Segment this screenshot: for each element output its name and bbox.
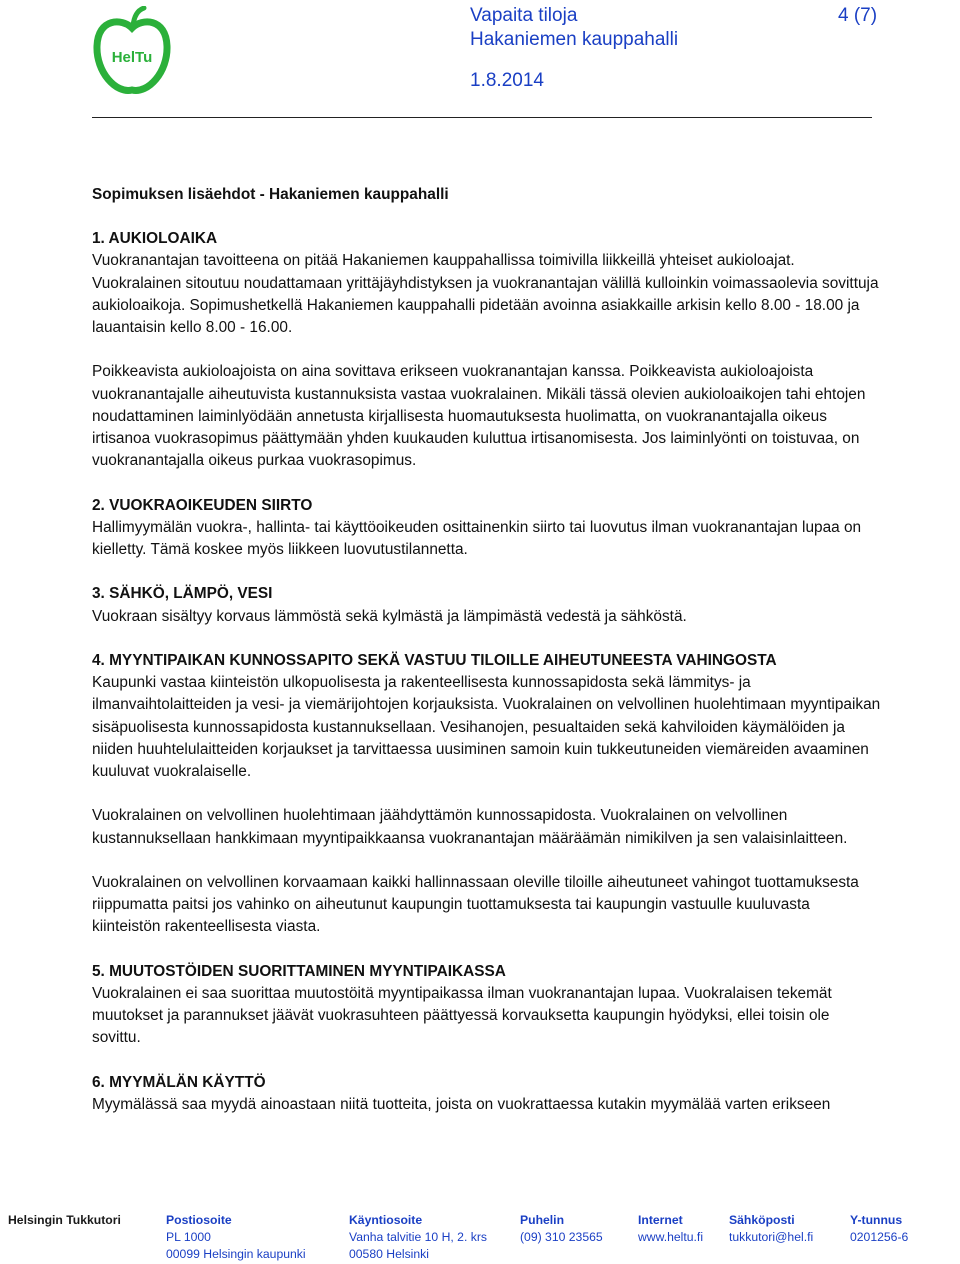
footer-phone: (09) 310 23565 <box>520 1230 603 1244</box>
section-paragraph: Poikkeavista aukioloajoista on aina sovittava erikseen vuokranantajan kanssa. Poikkeavista aukioloajoista vuokranantajalle aiheutuvista kustannuksista vastaa vuokralainen. Mikäli tässä olevien aukioloaikojen tahi ehtojen noudattaminen laiminlyödään annetusta kirjallisesta huomautuksesta huolimatta, on vuokranantajalla oikeus irtisanoa vuokrasopimus päättymään yhden kuukauden kuluttua irtisanomisesta. Jos laiminlyönti on toistuvaa, on vuokranantajalla oikeus purkaa vuokrasopimus. <box>92 363 866 470</box>
section-heading: 1. AUKIOLOAIKA <box>92 230 218 248</box>
header-divider <box>92 117 872 118</box>
section-paragraph: Vuokranantajan tavoitteena on pitää Hakaniemen kauppahallissa toimivilla liikkeillä yhteiset aukioloajat. Vuokralainen sitoutuu noudattamaan yrittäjäyhdistyksen ja vuokranantajan välillä kulloinkin voimassaolevia sovittuja aukioloaikoja. Sopimushetkellä Hakaniemen kauppahalli pidetään avoinna asiakkaille arkisin kello 8.00 - 18.00 ja lauantaisin kello 8.00 - 16.00. <box>92 252 879 337</box>
footer-postal-label: Postiosoite <box>166 1213 232 1227</box>
section-heading: 4. MYYNTIPAIKAN KUNNOSSAPITO SEKÄ VASTUU TILOILLE AIHEUTUNEESTA VAHINGOSTA <box>92 652 777 669</box>
footer-phone-label: Puhelin <box>520 1213 565 1227</box>
section-heading: 2. VUOKRAOIKEUDEN SIIRTO <box>92 496 313 514</box>
logo-text: HelTu <box>111 49 153 66</box>
footer-web-link[interactable]: www.heltu.fi <box>638 1230 704 1244</box>
section-heading: 5. MUUTOSTÖIDEN SUORITTAMINEN MYYNTIPAIKASSA <box>92 962 506 980</box>
section-heading: 3. SÄHKÖ, LÄMPÖ, VESI <box>92 585 273 603</box>
header-date: 1.8.2014 <box>470 70 544 91</box>
heltu-logo <box>92 6 172 96</box>
footer-email-link[interactable]: tukkutori@hel.fi <box>729 1230 814 1244</box>
page-number: 4 (7) <box>838 5 878 26</box>
header-subtitle: Hakaniemen kauppahalli <box>470 29 679 50</box>
section-heading: 6. MYYMÄLÄN KÄYTTÖ <box>92 1073 266 1091</box>
section-paragraph: Vuokraan sisältyy korvaus lämmöstä sekä kylmästä ja lämpimästä vedestä ja sähköstä. <box>92 607 687 625</box>
section-paragraph: Hallimyymälän vuokra-, hallinta- tai käyttöoikeuden osittainenkin siirto tai luovutus ilman vuokranantajan lupaa on kielletty. Tämä koskee myös liikkeen luovutustilannetta. <box>92 518 862 559</box>
header-title: Vapaita tiloja <box>470 5 578 26</box>
section-paragraph: Vuokralainen ei saa suorittaa muutostöitä myyntipaikassa ilman vuokranantajan lupaa. Vuokralaisen tekemät muutokset ja parannukset jäävät vuokrasuhteen päättyessä korvauksetta kaupungin hyödyksi, ellei toisin ole sovittu. <box>92 985 832 1047</box>
document-title: Sopimuksen lisäehdot - Hakaniemen kauppahalli <box>92 186 449 203</box>
footer-postal-line2: 00099 Helsingin kaupunki <box>166 1247 306 1261</box>
footer-visit-line1: Vanha talvitie 10 H, 2. krs <box>349 1230 487 1244</box>
section-paragraph: Myymälässä saa myydä ainoastaan niitä tuotteita, joista on vuokrattaessa kutakin myymälää varten erikseen <box>92 1096 831 1113</box>
document-body <box>92 184 882 1116</box>
footer-web-label: Internet <box>638 1213 683 1227</box>
footer-ytunnus-label: Y-tunnus <box>850 1213 903 1227</box>
section-paragraph: Kaupunki vastaa kiinteistön ulkopuolisesta ja rakenteellisesta kunnossapidosta sekä lämmitys- ja ilmanvaihtolaitteiden ja vesi- ja viemärijohtojen korjauksista. Vuokralainen on velvollinen huolehtimaan myyntipaikan sisäpuolisesta kunnossapidosta kustannuksellaan. Vesihanojen, pesualtaiden sekä kahviloiden käymälöiden ja niiden huuhtelulaitteiden korjaukset ja tarvittaessa uusiminen samoin kuin tukkeutuneiden viemäreiden avaaminen kuuluvat vuokralaiselle. <box>92 674 881 781</box>
footer-company: Helsingin Tukkutori <box>8 1213 121 1227</box>
footer-email-label: Sähköposti <box>729 1213 795 1227</box>
footer-postal-line1: PL 1000 <box>166 1230 211 1244</box>
footer-visit-line2: 00580 Helsinki <box>349 1247 429 1261</box>
footer-visit-label: Käyntiosoite <box>349 1213 423 1227</box>
section-paragraph: Vuokralainen on velvollinen korvaamaan kaikki hallinnassaan oleville tiloille aiheutuneet vahingot tuottamuksesta riippumatta paitsi jos vahinko on aiheutunut kaupungin tuottamuksesta tai kaupungin vastuulle kuuluvasta kiinteistön rakenteellisesta viasta. <box>92 874 859 936</box>
section-paragraph: Vuokralainen on velvollinen huolehtimaan jäähdyttämön kunnossapidosta. Vuokralainen on velvollinen kustannuksellaan hankkimaan myyntipaikkaansa vuokranantajan määräämän nimikilven ja sen valaisinlaitteen. <box>92 807 848 847</box>
footer-ytunnus: 0201256-6 <box>850 1230 909 1244</box>
